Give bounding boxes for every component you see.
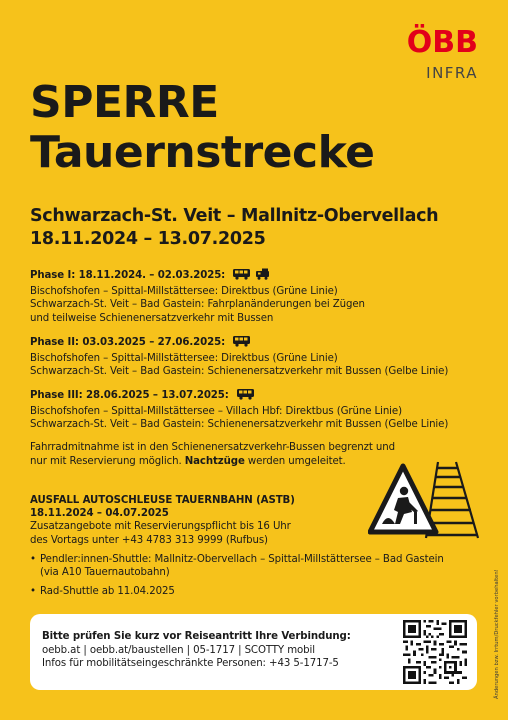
- astb-heading: AUSFALL AUTOSCHLEUSE TAUERNBAHN (ASTB): [30, 495, 295, 506]
- car-shuttle-section: [30, 494, 450, 604]
- phase-2: [30, 335, 448, 379]
- phase-1-title: Phase I: 18.11.2024. – 02.03.2025:: [30, 270, 226, 281]
- bus-icon: [232, 335, 252, 352]
- infra-label: INFRA: [426, 64, 478, 82]
- phase-2-line-2: Schwarzach-St. Veit – Bad Gastein: Schienenersatzverkehr mit Bussen (Gelbe Linie): [30, 366, 449, 378]
- title-line-1: SPERRE: [30, 77, 219, 128]
- bus-train-icons: [232, 268, 272, 285]
- bike-and-night-train-note: [30, 441, 395, 469]
- route-dates: 18.11.2024 – 13.07.2025: [30, 229, 266, 249]
- phase-1: [30, 268, 365, 325]
- bus-icon: [233, 269, 250, 280]
- note-line-2: [30, 455, 395, 469]
- astb-bullet-list: [30, 553, 450, 599]
- qr-code[interactable]: [403, 620, 467, 684]
- phase-1-line-2: Schwarzach-St. Veit – Bad Gastein: Fahrplanänderungen bei Zügen: [30, 299, 365, 311]
- bus-icon: [236, 388, 256, 405]
- poster-title: [30, 78, 375, 178]
- obb-infra-logo: [406, 25, 478, 82]
- info-box: [30, 614, 477, 690]
- astb-line-1: Zusatzangebote mit Reservierungspflicht bis 16 Uhr: [30, 521, 291, 533]
- note-line-2-end: werden umgeleitet.: [244, 456, 346, 467]
- obb-logo-text: ÖBB: [406, 25, 478, 60]
- phase-3-title: Phase III: 28.06.2025 – 13.07.2025:: [30, 390, 229, 401]
- route-name: Schwarzach-St. Veit – Mallnitz-Obervellach: [30, 206, 439, 226]
- info-heading: Bitte prüfen Sie kurz vor Reiseantritt Ihre Verbindung:: [42, 631, 351, 642]
- train-icon: [256, 269, 269, 280]
- note-line-1: Fahrradmitnahme ist in den Schienenersatzverkehr-Bussen begrenzt und: [30, 442, 396, 453]
- title-line-2: Tauernstrecke: [30, 127, 375, 178]
- astb-dates: 18.11.2024 – 04.07.2025: [30, 508, 169, 520]
- phase-3-line-1: Bischofshofen – Spittal-Millstättersee – Villach Hbf: Direktbus (Grüne Linie): [30, 405, 402, 417]
- phase-1-line-3: und teilweise Schienenersatzverkehr mit Bussen: [30, 312, 274, 324]
- info-links[interactable]: oebb.at | oebb.at/baustellen | 05-1717 | SCOTTY mobil: [42, 644, 315, 656]
- phase-3: [30, 388, 448, 432]
- phase-3-line-2: Schwarzach-St. Veit – Bad Gastein: Schienenersatzverkehr mit Bussen (Gelbe Linie): [30, 419, 449, 431]
- disclaimer-vertical: [494, 520, 504, 705]
- list-item: • Pendler:innen-Shuttle: Mallnitz-Obervellach – Spittal-Millstättersee – Bad Gastein (via A10 Tauernautobahn): [30, 553, 450, 579]
- info-accessibility: Infos für mobilitätseingeschränkte Personen: +43 5-1717-5: [42, 658, 339, 669]
- route-heading: [30, 205, 438, 251]
- night-trains-label: Nachtzüge: [184, 456, 245, 467]
- phase-1-line-1: Bischofshofen – Spittal-Millstättersee: Direktbus (Grüne Linie): [30, 285, 338, 297]
- note-line-2-text: nur mit Reservierung möglich.: [30, 456, 185, 467]
- astb-line-2: des Vortags unter +43 4783 313 9999 (Rufbus): [30, 534, 268, 546]
- list-item: • Rad-Shuttle ab 11.04.2025: [30, 585, 450, 598]
- disclaimer-text: Änderungen bzw. Irrtum/Druckfehler vorbehalten!: [494, 569, 500, 699]
- phase-2-title: Phase II: 03.03.2025 – 27.06.2025:: [30, 337, 226, 348]
- phase-2-line-1: Bischofshofen – Spittal-Millstättersee: Direktbus (Grüne Linie): [30, 352, 338, 364]
